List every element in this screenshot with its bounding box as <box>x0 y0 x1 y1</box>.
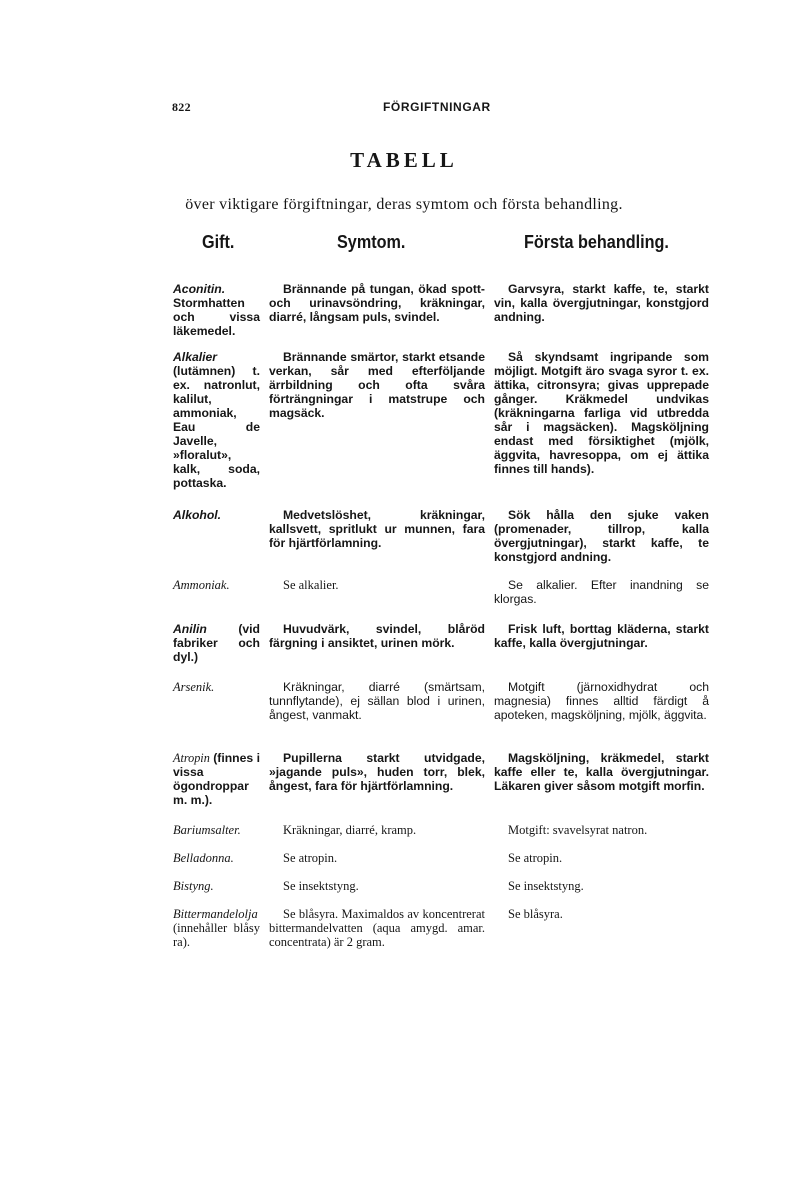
treatment-cell: Motgift (järnoxidhydrat och magnesia) finnes alltid färdigt å apoteken, magsköljning, mjölk, äggvita. <box>494 680 709 722</box>
page-title: TABELL <box>350 148 458 172</box>
poison-name: Bariumsalter. <box>173 823 241 837</box>
treatment-cell: Garvsyra, starkt kaffe, te, starkt vin, kalla övergjutningar, konstgjord andning. <box>494 282 709 324</box>
poison-cell <box>173 578 260 592</box>
symptom-cell: Se insektstyng. <box>283 879 359 893</box>
symptom-cell: Brännande på tungan, ökad spott- och urinavsöndring, kräkningar, diarré, långsam puls, svindel. <box>269 282 485 324</box>
poison-name: Bistyng. <box>173 879 214 893</box>
poison-name: Alkalier <box>173 350 218 364</box>
poison-name: Belladonna. <box>173 851 234 865</box>
page-subtitle: över viktigare förgiftningar, deras symtom och första behandling. <box>185 196 623 213</box>
treatment-cell: Så skyndsamt ingripande som möjligt. Motgift äro svaga syror t. ex. ättika, citronsyra; givas upprepade gånger. Kräkmedel undvikas (kräkningarna farliga vid utbredda sår i magsäcken). Magsköljning endast med försiktighet (mjölk, äggvita, havresoppa, om ej ättika finnes till hands). <box>494 350 709 476</box>
symptom-cell: Brännande smärtor, starkt etsande verkan, sår med efterföljande ärrbildning och ofta svåra förträngningar i matstrupe och magsäck. <box>269 350 485 420</box>
symptom-cell: Kräkningar, diarré (smärtsam, tunnflytande), ej sällan blod i urinen, ångest, vanmakt. <box>269 680 485 722</box>
poison-note: Stormhatten och vissa läkemedel. <box>173 296 260 338</box>
treatment-cell: Se insektstyng. <box>508 879 584 893</box>
poison-name: Bittermandelolja <box>173 907 258 921</box>
poison-cell <box>173 879 260 893</box>
treatment-cell: Se atropin. <box>508 851 563 865</box>
poison-cell <box>173 622 260 664</box>
poison-cell <box>173 508 260 522</box>
column-header-symtom: Symtom. <box>337 232 406 252</box>
treatment-cell: Frisk luft, borttag kläderna, starkt kaffe, kalla övergjutningar. <box>494 622 709 650</box>
poison-cell <box>173 680 260 694</box>
poison-cell <box>173 907 260 949</box>
symptom-cell: Pupillerna starkt utvidgade, »jagande puls», huden torr, blek, ångest, fara för hjärtförlamning. <box>269 751 485 793</box>
treatment-cell: Sök hålla den sjuke vaken (promenader, tillrop, kalla övergjutningar), starkt kaffe, te konstgjord andning. <box>494 508 709 564</box>
poison-note: (vid fabriker och dyl.) <box>173 622 260 664</box>
treatment-cell: Se blåsyra. <box>508 907 563 921</box>
symptom-cell: Huvudvärk, svindel, blåröd färgning i ansiktet, urinen mörk. <box>269 622 485 650</box>
treatment-cell: Magsköljning, kräkmedel, starkt kaffe eller te, kalla övergjutningar. Läkaren giver såsom motgift morfin. <box>494 751 709 793</box>
poison-name: Ammoniak. <box>173 578 230 592</box>
poison-note: (lutämnen) t. ex. natronlut, kalilut, ammoniak, Eau de Javelle, »floralut», kalk, soda, pottaska. <box>173 364 260 490</box>
symptom-cell: Se atropin. <box>283 851 338 865</box>
page-number: 822 <box>172 100 191 114</box>
treatment-cell: Se alkalier. Efter inandning se klorgas. <box>494 578 709 606</box>
poison-name: Atropin <box>173 751 210 765</box>
symptom-cell: Se blåsyra. Maximaldos av koncentrerat bittermandelvatten (aqua amygd. amar. concentrata) är 2 gram. <box>269 907 485 949</box>
poison-name: Aconitin. <box>173 282 226 296</box>
poison-name: Alkohol. <box>173 508 222 522</box>
symptom-cell: Medvetslöshet, kräkningar, kallsvett, spritlukt ur munnen, fara för hjärtförlamning. <box>269 508 485 550</box>
column-header-gift: Gift. <box>202 232 235 252</box>
poison-cell <box>173 751 260 807</box>
poison-name: Arsenik. <box>173 680 215 694</box>
column-header-behandling: Första behandling. <box>524 232 669 252</box>
symptom-cell: Se alkalier. <box>283 578 339 592</box>
poison-cell <box>173 282 260 338</box>
poison-note: (innehåller blåsyra). <box>173 921 260 949</box>
running-title: FÖRGIFTNINGAR <box>383 100 491 114</box>
treatment-cell: Motgift: svavelsyrat natron. <box>508 823 648 837</box>
poison-cell <box>173 851 260 865</box>
poison-cell <box>173 823 260 837</box>
symptom-cell: Kräkningar, diarré, kramp. <box>283 823 417 837</box>
poison-note: (finnes i vissa ögondroppar m. m.). <box>173 751 260 807</box>
poison-name: Anilin <box>173 622 207 636</box>
poison-cell <box>173 350 260 490</box>
